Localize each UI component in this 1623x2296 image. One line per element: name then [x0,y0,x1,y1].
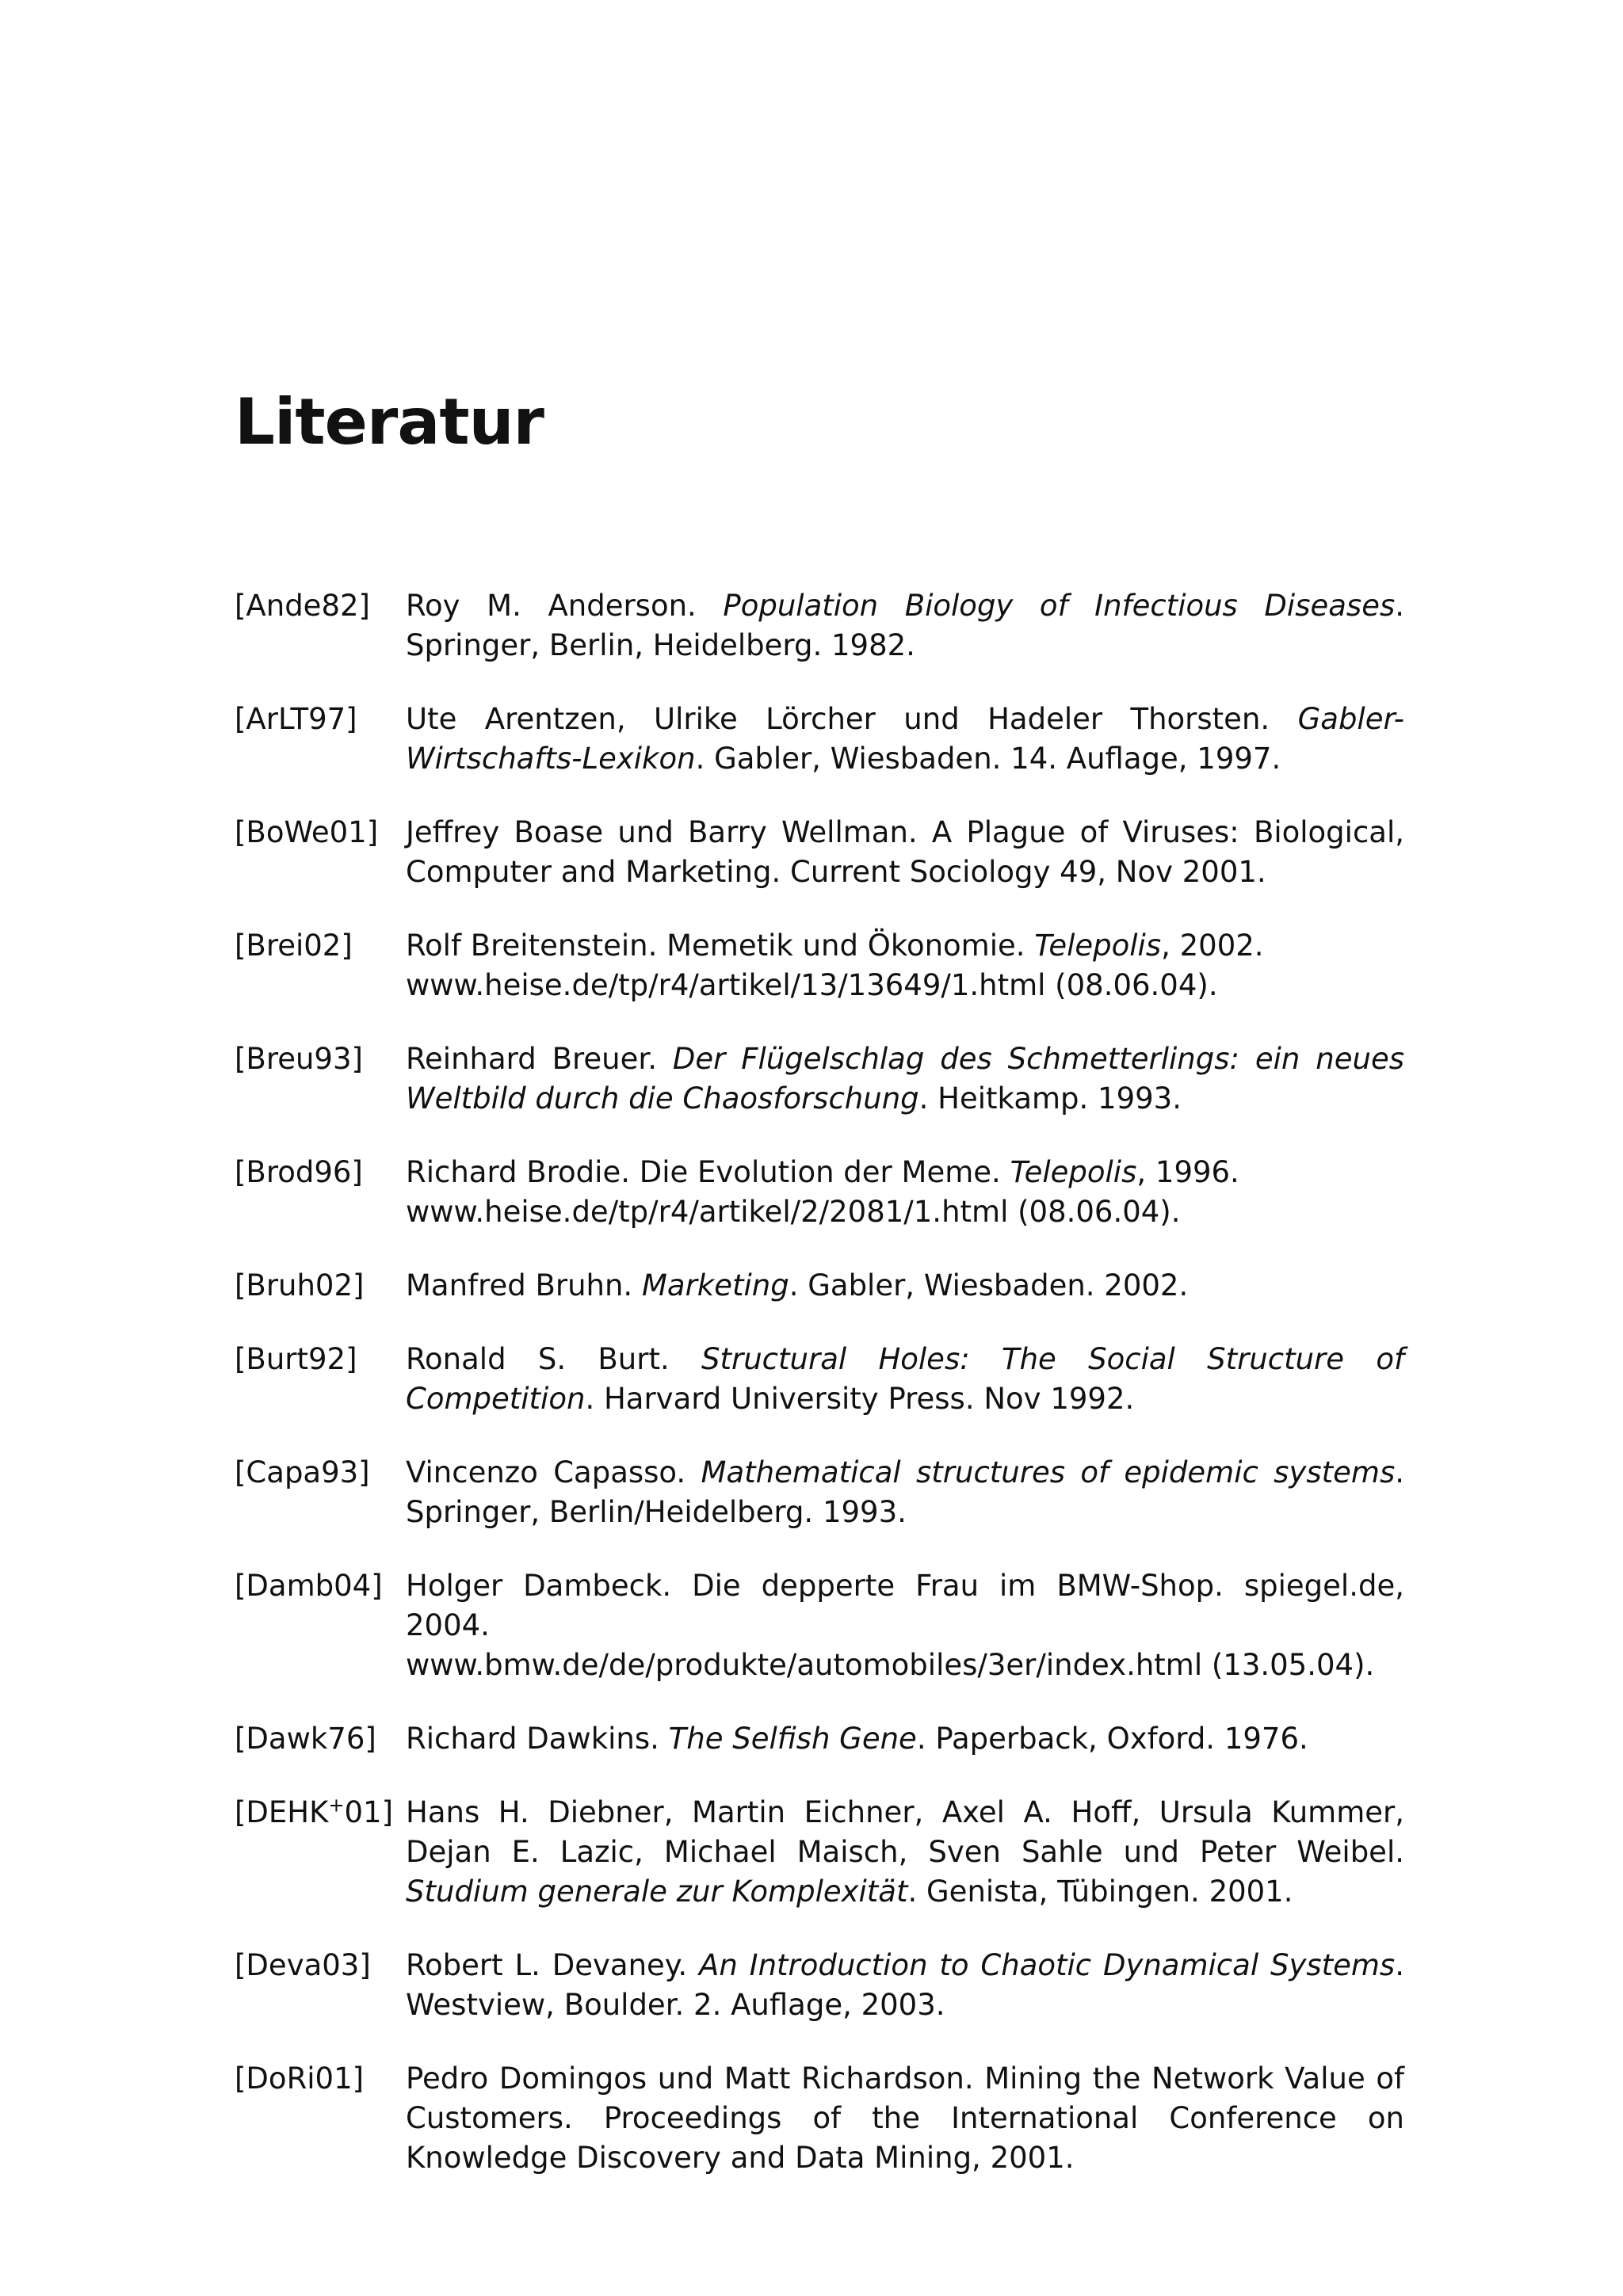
bib-publisher: . Heitkamp. 1993. [918,1081,1182,1116]
bib-key: [Dawk76] [235,1722,376,1756]
bib-text [406,586,1404,666]
bibliography-list [235,586,1404,2212]
bib-entry-bruh02 [235,1266,1404,1306]
bib-authors: Ronald S. Burt. [406,1342,670,1376]
bib-authors: Vincenzo Capasso. [406,1455,686,1489]
bib-text [406,700,1404,779]
bib-entry-capa93 [235,1453,1404,1532]
bib-url: www.bmw.de/de/produkte/automobiles/3er/index.html (13.05.04). [406,1648,1375,1682]
bib-entry-deva03 [235,1946,1404,2025]
bib-title: Population Biology of Infectious Diseases [723,589,1396,623]
bib-key: [Bruh02] [235,1268,365,1302]
bib-title: The Selfish Gene [668,1722,917,1756]
bib-publisher: , 1996. [1136,1155,1239,1189]
bib-authors: Reinhard Breuer. [406,1042,657,1076]
bib-key: [Deva03] [235,1948,371,1982]
bib-entry-burt92 [235,1340,1404,1419]
bib-title: Studium generale zur Komplexität [406,1875,908,1909]
bib-publisher: . Gabler, Wiesbaden. 2002. [789,1268,1189,1302]
bib-title: Der Flügelschlag des Schmetterlings: ein neues Weltbild durch die Chaosforschung [406,1042,1405,1116]
bib-text [406,1153,1404,1232]
bib-publisher: . Harvard University Press. Nov 1992. [585,1382,1135,1416]
bib-text [406,1566,1404,1685]
bib-entry-breu93 [235,1039,1404,1119]
bib-url: www.heise.de/tp/r4/artikel/13/13649/1.html (08.06.04). [406,968,1218,1002]
bib-title: Structural Holes: The Social Structure of Competition [406,1342,1404,1416]
bib-key: [Brei02] [235,929,353,963]
bib-key-superscript: + [328,1794,345,1817]
bib-key: [Capa93] [235,1455,370,1489]
bib-key: [Damb04] [235,1569,383,1603]
bib-key-end: 01] [344,1795,394,1829]
bib-text [406,926,1404,1005]
bib-key: [ArLT97] [235,702,357,736]
bib-authors: Manfred Bruhn. [406,1268,633,1302]
bib-key: [Brod96] [235,1155,363,1189]
bib-text [406,1719,1404,1759]
bib-entry-brod96 [235,1153,1404,1232]
bib-publisher: . Paperback, Oxford. 1976. [916,1722,1308,1756]
bib-text: Pedro Domingos und Matt Richardson. Mining the Network Value of Customers. Proceedings of the International Conference on Knowledge Discovery and Data Mining, 2001. [406,2061,1404,2175]
bib-entry-brei02 [235,926,1404,1005]
bib-entry-dawk76 [235,1719,1404,1759]
bib-entry-bowe01 [235,813,1404,892]
bib-title: Gabler-Wirtschafts-Lexikon [406,702,1405,776]
bib-entry-damb04 [235,1566,1404,1685]
bib-publisher: . Springer, Berlin, Heidelberg. 1982. [406,589,1404,662]
bib-title: Telepolis [1010,1155,1137,1189]
bib-body: Holger Dambeck. Die depperte Frau im BMW-Shop. spiegel.de, 2004. [406,1569,1404,1642]
bib-text [406,1453,1404,1532]
bib-key: [Ande82] [235,589,370,623]
bib-title: An Introduction to Chaotic Dynamical Systems [699,1948,1396,1982]
bib-entry-arlt97 [235,700,1404,779]
bib-key: [Breu93] [235,1042,363,1076]
bib-text: Jeffrey Boase und Barry Wellman. A Plague of Viruses: Biological, Computer and Marketing. Current Sociology 49, Nov 2001. [406,815,1404,889]
bib-authors: Hans H. Diebner, Martin Eichner, Axel A. Hoff, Ursula Kummer, Dejan E. Lazic, Michael Maisch, Sven Sahle und Peter Weibel. [406,1795,1404,1869]
bib-authors: Roy M. Anderson. [406,589,697,623]
bib-entry-ande82 [235,586,1404,666]
bib-text [406,1039,1404,1119]
bib-key: [Burt92] [235,1342,357,1376]
bib-authors: Robert L. Devaney. [406,1948,688,1982]
bib-title: Marketing [641,1268,789,1302]
bib-key: [DoRi01] [235,2061,365,2096]
bib-publisher: . Springer, Berlin/Heidelberg. 1993. [406,1455,1404,1529]
bib-publisher: , 2002. [1161,929,1264,963]
bib-key [235,1793,406,1833]
bib-title: Mathematical structures of epidemic systems [701,1455,1396,1489]
bib-publisher: . Gabler, Wiesbaden. 14. Auflage, 1997. [695,742,1281,776]
bib-text [406,1793,1404,1912]
bib-text [406,1266,1404,1306]
bib-authors: Richard Dawkins. [406,1722,659,1756]
bib-key-base: [DEHK [235,1795,329,1829]
bib-title: Telepolis [1034,929,1162,963]
bib-authors: Rolf Breitenstein. Memetik und Ökonomie. [406,929,1025,963]
bib-publisher: . Westview, Boulder. 2. Auflage, 2003. [406,1948,1404,2022]
page-title: Literatur [235,385,544,459]
bib-entry-dori01 [235,2059,1404,2178]
bib-authors: Ute Arentzen, Ulrike Lörcher und Hadeler Thorsten. [406,702,1270,736]
bib-authors: Richard Brodie. Die Evolution der Meme. [406,1155,1001,1189]
bib-key: [BoWe01] [235,815,379,849]
bib-entry-dehk01 [235,1793,1404,1912]
bib-text [406,1946,1404,2025]
bib-url: www.heise.de/tp/r4/artikel/2/2081/1.html (08.06.04). [406,1195,1181,1229]
bib-publisher: . Genista, Tübingen. 2001. [907,1875,1293,1909]
bib-text [406,1340,1404,1419]
